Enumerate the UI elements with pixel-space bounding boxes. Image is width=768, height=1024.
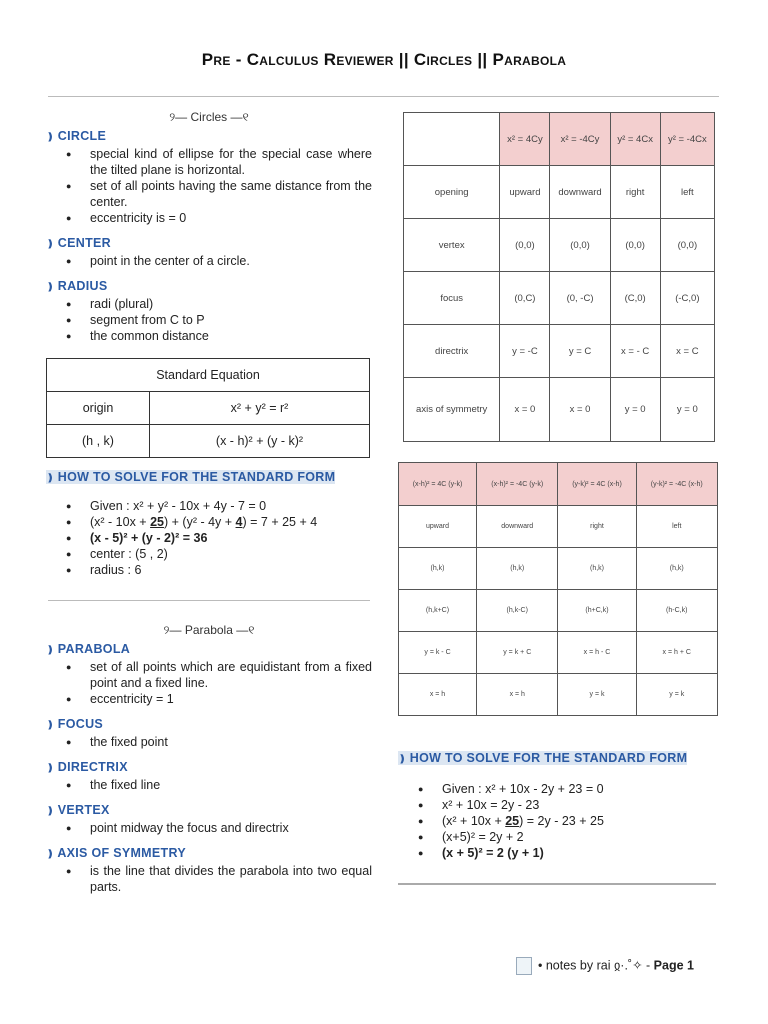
parabola-heading: ❫ PARABOLA [46, 642, 131, 656]
list-item: ● radius : 6 [90, 562, 372, 578]
list-item: ● (x - 5)² + (y - 2)² = 36 [90, 530, 372, 546]
table-cell: left [636, 506, 718, 548]
table-cell: (h , k) [47, 425, 150, 458]
table-header: (x-h)² = 4C (y-k) [399, 463, 477, 506]
table-cell: y = k - C [399, 632, 477, 674]
parabola-divider: ୨— Parabola —୧ [163, 623, 255, 637]
standard-equation-table [46, 358, 370, 458]
table-cell: vertex [404, 219, 500, 272]
table-cell: downward [477, 506, 558, 548]
list-item: ● (x² - 10x + 25) + (y² - 4y + 4) = 7 + 25 + 4 [90, 514, 372, 530]
table-cell: (0,0) [550, 219, 610, 272]
table-cell: (h+C,k) [558, 590, 636, 632]
table-cell: opening [404, 166, 500, 219]
table-cell: y = k [636, 674, 718, 716]
table-cell: downward [550, 166, 610, 219]
circle-heading: ❫ CIRCLE [46, 129, 107, 143]
table-header: y² = 4Cx [610, 113, 660, 166]
table-header: (y-k)² = 4C (x-h) [558, 463, 636, 506]
list-item: ● point in the center of a circle. [90, 253, 372, 269]
list-item: ● (x² + 10x + 25) = 2y - 23 + 25 [442, 813, 720, 829]
table-header: x² = 4Cy [500, 113, 550, 166]
table-header: (x-h)² = -4C (y-k) [477, 463, 558, 506]
table-cell: (h,k+C) [399, 590, 477, 632]
center-list [46, 253, 372, 269]
table-cell: focus [404, 272, 500, 325]
parabola-solve-heading: ❫ HOW TO SOLVE FOR THE STANDARD FORM [398, 751, 688, 765]
table-cell: left [660, 166, 714, 219]
list-item: ● point midway the focus and directrix [90, 820, 372, 836]
list-item: ● center : (5 , 2) [90, 546, 372, 562]
radius-heading: ❫ RADIUS [46, 279, 108, 293]
table-cell: x² + y² = r² [150, 392, 370, 425]
table-cell: directrix [404, 325, 500, 378]
table-cell: (h,k) [558, 548, 636, 590]
list-item: ● (x + 5)² = 2 (y + 1) [442, 845, 720, 861]
top-rule [48, 96, 719, 97]
directrix-list [46, 777, 372, 793]
table-cell: x = h - C [558, 632, 636, 674]
table-cell: y = k [558, 674, 636, 716]
table-cell: (C,0) [610, 272, 660, 325]
axis-list [46, 863, 372, 895]
table-cell: y = C [550, 325, 610, 378]
circle-solve-heading: ❫ HOW TO SOLVE FOR THE STANDARD FORM [46, 470, 336, 484]
section-separator [48, 600, 370, 601]
focus-list [46, 734, 372, 750]
list-item: ● Given : x² + 10x - 2y + 23 = 0 [442, 781, 720, 797]
table-cell: (-C,0) [660, 272, 714, 325]
table-cell: (h-C,k) [636, 590, 718, 632]
table-header: (y-k)² = -4C (x-h) [636, 463, 718, 506]
table-cell: (h,k) [399, 548, 477, 590]
circle-list [46, 146, 372, 226]
list-item: ● Given : x² + y² - 10x + 4y - 7 = 0 [90, 498, 372, 514]
notepad-icon [516, 957, 532, 975]
parabola-solve-section [398, 749, 720, 885]
left-column [46, 110, 372, 905]
vertex-heading: ❫ VERTEX [46, 803, 110, 817]
table-cell: x = 0 [550, 378, 610, 442]
section-separator [398, 883, 716, 885]
table-cell: (0,C) [500, 272, 550, 325]
table-cell: x = h [477, 674, 558, 716]
directrix-heading: ❫ DIRECTRIX [46, 760, 128, 774]
table-cell: right [610, 166, 660, 219]
table-cell [404, 113, 500, 166]
circle-solve-list [46, 498, 372, 578]
table-cell: (h,k) [636, 548, 718, 590]
list-item: ● (x+5)² = 2y + 2 [442, 829, 720, 845]
list-item: ● special kind of ellipse for the special case where the tilted plane is horizontal. [90, 146, 372, 178]
table-cell: right [558, 506, 636, 548]
table-cell: (x - h)² + (y - k)² [150, 425, 370, 458]
page-footer [516, 957, 694, 975]
radius-list [46, 296, 372, 344]
list-item: ● the fixed line [90, 777, 372, 793]
list-item: ● eccentricity is = 0 [90, 210, 372, 226]
table-cell: (0,0) [500, 219, 550, 272]
table-cell: x = - C [610, 325, 660, 378]
list-item: ● the common distance [90, 328, 372, 344]
list-item: ● eccentricity = 1 [90, 691, 372, 707]
table-cell: (h,k-C) [477, 590, 558, 632]
table-cell: y = k + C [477, 632, 558, 674]
table-cell: (h,k) [477, 548, 558, 590]
table-cell: x = C [660, 325, 714, 378]
table-cell: upward [399, 506, 477, 548]
vertex-list [46, 820, 372, 836]
circles-divider: ୨— Circles —୧ [169, 110, 249, 124]
table-header: y² = -4Cx [660, 113, 714, 166]
table-cell: y = 0 [610, 378, 660, 442]
list-item: ● set of all points having the same distance from the center. [90, 178, 372, 210]
page-number: Page 1 [653, 958, 694, 973]
table-header: x² = -4Cy [550, 113, 610, 166]
list-item: ● segment from C to P [90, 312, 372, 328]
center-heading: ❫ CENTER [46, 236, 111, 250]
table-cell: (0,0) [610, 219, 660, 272]
focus-heading: ❫ FOCUS [46, 717, 104, 731]
list-item: ● the fixed point [90, 734, 372, 750]
footer-credit: • notes by rai ჲ·.˚✧ - [538, 958, 654, 973]
table-cell: x = 0 [500, 378, 550, 442]
table-cell: x = h [399, 674, 477, 716]
page-title: Pre - Calculus Reviewer || Circles || Parabola [201, 50, 567, 69]
parabola-origin-table [403, 112, 715, 442]
table-cell: axis of symmetry [404, 378, 500, 442]
table-header: Standard Equation [47, 359, 370, 392]
parabola-vertex-hk-table [398, 462, 718, 716]
parabola-solve-list [398, 781, 720, 861]
list-item: ● radi (plural) [90, 296, 372, 312]
table-cell: y = 0 [660, 378, 714, 442]
list-item: ● is the line that divides the parabola into two equal parts. [90, 863, 372, 895]
table-cell: (0, -C) [550, 272, 610, 325]
axis-heading: ❫ AXIS OF SYMMETRY [46, 846, 186, 860]
parabola-list [46, 659, 372, 707]
table-cell: y = -C [500, 325, 550, 378]
table-cell: (0,0) [660, 219, 714, 272]
table-cell: upward [500, 166, 550, 219]
table-cell: x = h + C [636, 632, 718, 674]
table-cell: origin [47, 392, 150, 425]
list-item: ● x² + 10x = 2y - 23 [442, 797, 720, 813]
list-item: ● set of all points which are equidistant from a fixed point and a fixed line. [90, 659, 372, 691]
